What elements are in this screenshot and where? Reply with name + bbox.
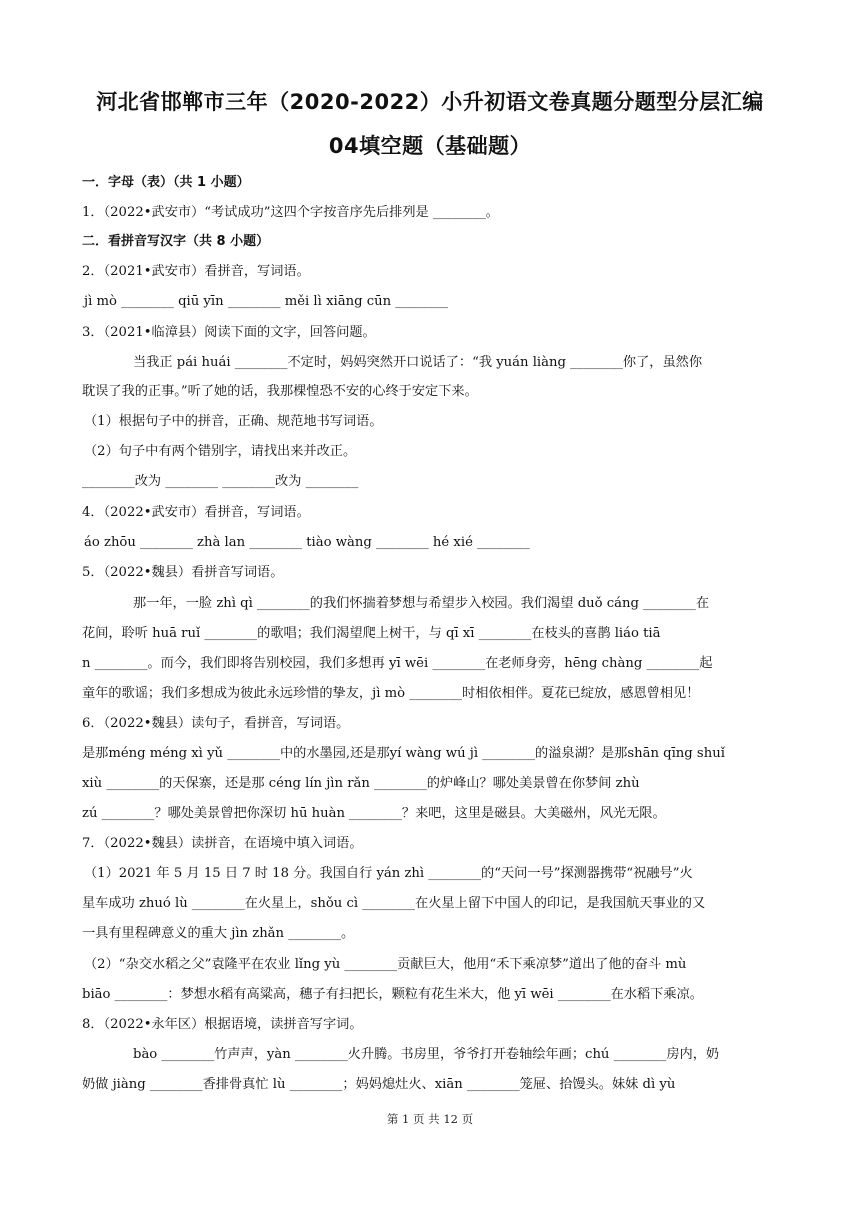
- text-line: xiù ________的天保寨，还是那 céng lín jìn rǎn ________的炉峰山？哪处美景曾在你梦间 zhù: [82, 776, 640, 791]
- text-line: 3．（2021•临漳县）阅读下面的文字，回答问题。: [82, 325, 376, 340]
- text-line: zú ________？哪处美景曾把你深切 hū huàn ________？来吧，这里是磁县。大美磁州，风光无限。: [82, 806, 666, 821]
- document-subtitle: 04填空题（基础题）: [328, 134, 532, 158]
- text-line: 奶做 jiàng ________香排骨真忙 lù ________；妈妈熄灶火、xiān ________笼屉、拾馒头。妹妹 dì yù: [82, 1077, 676, 1092]
- text-line: 一具有里程碑意义的重大 jìn zhǎn ________。: [82, 926, 355, 941]
- section-heading: 二．看拼音写汉字（共 8 小题）: [82, 234, 270, 249]
- text-line: 耽误了我的正事。”听了她的话，我那棵惶恐不安的心终于安定下来。: [82, 384, 478, 399]
- text-line: 7．（2022•魏县）读拼音，在语境中填入词语。: [82, 836, 363, 851]
- text-line: 4．（2022•武安市）看拼音，写词语。: [82, 505, 310, 520]
- text-line: （1）2021 年 5 月 15 日 7 时 18 分。我国自行 yán zhì ________的“天问一号”探测器携带“祝融号”火: [84, 866, 693, 881]
- text-line: n ________。而今，我们即将告别校园，我们多想再 yī wēi ________在老师身旁，hēng chàng ________起: [82, 656, 713, 671]
- text-line: 是那méng méng xì yǔ ________中的水墨园,还是那yí wàng wú jì ________的溢泉湖？是那shān qīng shuǐ: [82, 746, 725, 761]
- text-line: 2．（2021•武安市）看拼音，写词语。: [82, 264, 310, 279]
- text-line: áo zhōu ________ zhà lan ________ tiào wàng ________ hé xié ________: [84, 535, 530, 550]
- text-line: 8．（2022•永年区）根据语境，读拼音写字词。: [82, 1017, 363, 1032]
- page-footer: 第 1 页 共 12 页: [386, 1112, 474, 1126]
- section-heading: 一．字母（表）（共 1 小题）: [82, 175, 250, 190]
- text-line: biāo ________：梦想水稻有高粱高，穗子有扫把长，颗粒有花生米大，他 yī wēi ________在水稻下乘凉。: [82, 987, 703, 1002]
- text-line: 童年的歌谣；我们多想成为彼此永远珍惜的挚友，jì mò ________时相依相伴。夏花已绽放，感恩曾相见！: [82, 686, 700, 701]
- text-line: （2）句子中有两个错别字，请找出来并改正。: [84, 444, 357, 459]
- text-line: 5．（2022•魏县）看拼音写词语。: [82, 565, 284, 580]
- text-line: 那一年，一脸 zhì qì ________的我们怀揣着梦想与希望步入校园。我们渴望 duǒ cáng ________在: [133, 596, 710, 611]
- text-line: （2）“杂交水稻之父”袁隆平在农业 lǐng yù ________贡献巨大，他用“禾下乘凉梦”道出了他的奋斗 mù: [84, 957, 687, 972]
- text-line: ________改为 ________ ________改为 ________: [82, 474, 359, 489]
- text-line: bào ________竹声声，yàn ________火升腾。书房里，爷爷打开卷轴绘年画；chú ________房内，奶: [133, 1047, 720, 1062]
- text-line: 6．（2022•魏县）读句子，看拼音，写词语。: [82, 716, 350, 731]
- text-line: 当我正 pái huái ________不定时，妈妈突然开口说话了：“我 yuán liàng ________你了，虽然你: [133, 355, 703, 370]
- text-line: （1）根据句子中的拼音，正确、规范地书写词语。: [84, 414, 383, 429]
- text-line: 花间，聆听 huā ruǐ ________的歌唱；我们渴望爬上树干，与 qī xī ________在枝头的喜鹊 liáo tiā: [82, 626, 661, 641]
- text-line: 星车成功 zhuó lù ________在火星上，shǒu cì ________在火星上留下中国人的印记，是我国航天事业的又: [82, 896, 706, 911]
- text-line: jì mò ________ qiū yīn ________ měi lì xiāng cūn ________: [84, 294, 449, 309]
- text-line: 1．（2022•武安市）“考试成功”这四个字按音序先后排列是 ________。: [82, 205, 499, 220]
- document-title: 河北省邯郸市三年（2020-2022）小升初语文卷真题分题型分层汇编: [96, 90, 764, 114]
